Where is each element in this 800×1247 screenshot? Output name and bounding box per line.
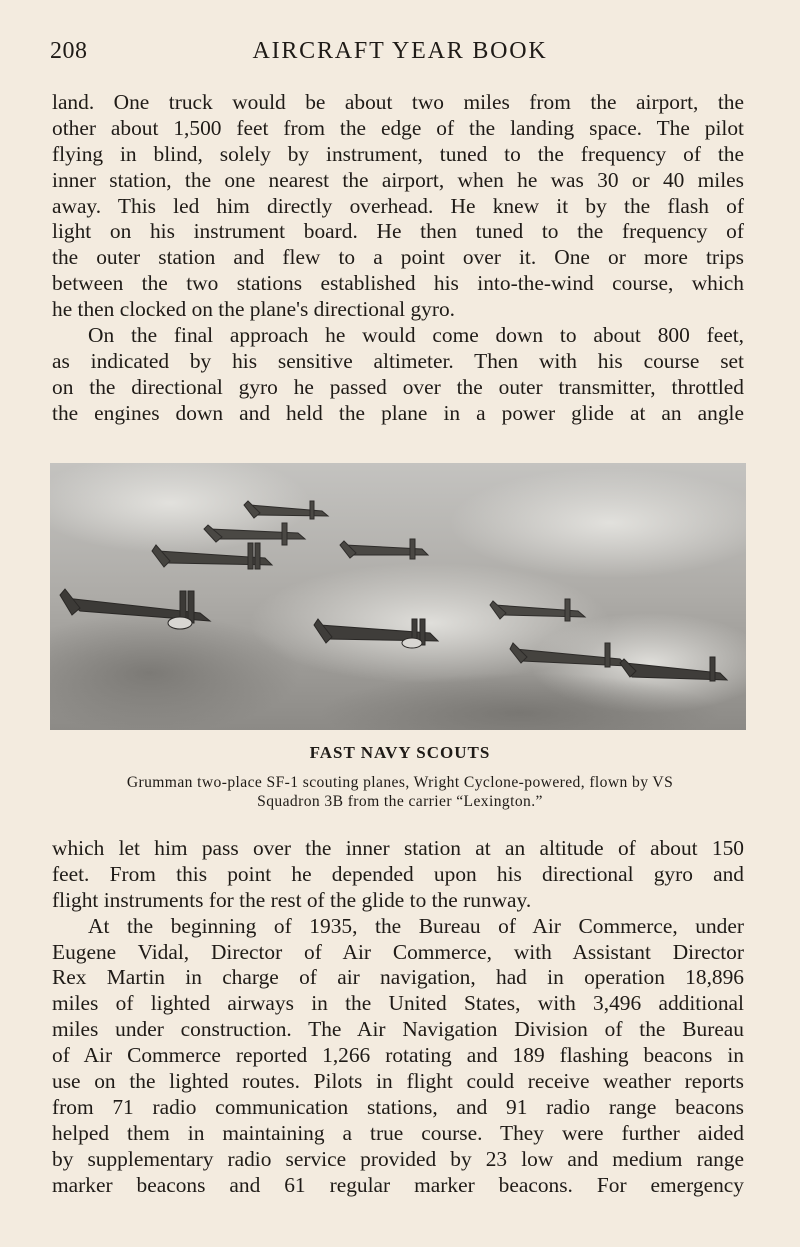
body-text-top — [52, 90, 744, 427]
text-line: between the two stations established his into-the-wind course, which — [52, 271, 744, 296]
text-line: miles under construction. The Air Navigation Division of the Bureau — [52, 1017, 744, 1042]
text-line: feet. From this point he depended upon his directional gyro and — [52, 861, 744, 886]
text-line: At the beginning of 1935, the Bureau of Air Commerce, under — [88, 913, 744, 938]
text-line: On the final approach he would come down to about 800 feet, — [88, 323, 744, 348]
text-line: of Air Commerce reported 1,266 rotating and 189 flashing beacons in — [52, 1043, 744, 1068]
text-line: flying in blind, solely by instrument, tuned to the frequency of the — [52, 141, 744, 166]
body-text-bottom — [52, 836, 744, 1198]
caption-line: Squadron 3B from the carrier “Lexington.” — [257, 793, 543, 810]
figure-title: FAST NAVY SCOUTS — [309, 743, 491, 762]
text-line: the outer station and flew to a point over it. One or more trips — [52, 245, 744, 270]
text-line: which let him pass over the inner station at an altitude of about 150 — [52, 836, 744, 860]
page-number: 208 — [50, 38, 88, 64]
text-line: he then clocked on the plane's directional gyro. — [52, 297, 456, 322]
text-line: land. One truck would be about two miles from the airport, the — [52, 90, 744, 114]
text-line: helped them in maintaining a true course. They were further aided — [52, 1120, 744, 1145]
text-line: inner station, the one nearest the airport, when he was 30 or 40 miles — [52, 167, 744, 192]
text-line: other about 1,500 feet from the edge of the landing space. The pilot — [52, 115, 744, 140]
text-line: flight instruments for the rest of the glide to the runway. — [52, 887, 532, 912]
text-line: light on his instrument board. He then tuned to the frequency of — [52, 219, 744, 244]
text-line: from 71 radio communication stations, and 91 radio range beacons — [52, 1094, 744, 1119]
text-line: by supplementary radio service provided by 23 low and medium range — [52, 1146, 744, 1171]
text-line: marker beacons and 61 regular marker beacons. For emergency — [52, 1172, 744, 1197]
figure-caption — [40, 773, 760, 811]
text-line: the engines down and held the plane in a power glide at an angle — [52, 400, 744, 425]
caption-line: Grumman two-place SF-1 scouting planes, Wright Cyclone-powered, flown by VS — [126, 774, 674, 791]
text-line: as indicated by his sensitive altimeter. Then with his course set — [52, 348, 744, 373]
aircraft-photo — [50, 463, 746, 730]
text-line: use on the lighted routes. Pilots in flight could receive weather reports — [52, 1069, 744, 1094]
running-head: AIRCRAFT YEAR BOOK — [252, 38, 548, 64]
text-line: Eugene Vidal, Director of Air Commerce, with Assistant Director — [52, 939, 744, 964]
text-line: on the directional gyro he passed over the outer transmitter, throttled — [52, 374, 744, 399]
text-line: miles of lighted airways in the United States, with 3,496 additional — [52, 991, 744, 1016]
text-line: Rex Martin in charge of air navigation, had in operation 18,896 — [52, 965, 744, 990]
text-line: away. This led him directly overhead. He knew it by the flash of — [52, 193, 744, 218]
